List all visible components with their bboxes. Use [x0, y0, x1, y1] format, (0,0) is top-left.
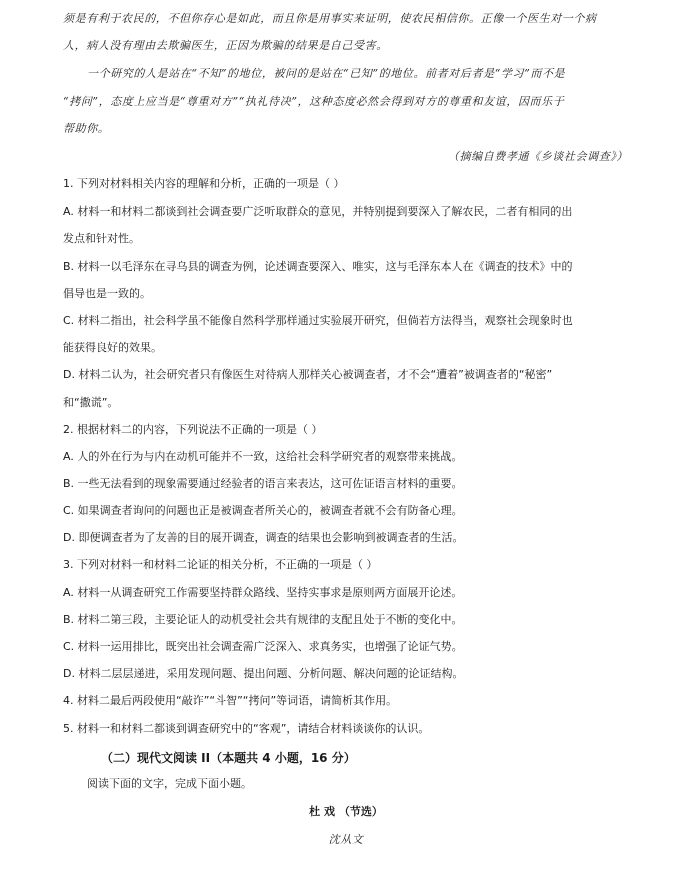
question-3-option-b: B. 材料二第三段，主要论证人的动机受社会共有规律的支配且处于不断的变化中。	[63, 613, 463, 626]
question-1-option-c-line-1: C. 材料二指出，社会科学虽不能像自然科学那样通过实验展开研究，但倘若方法得当，观察社会现象时也	[63, 314, 573, 327]
passage-source: （摘编自费孝通《乡谈社会调查》）	[447, 150, 628, 163]
question-3-option-a: A. 材料一从调查研究工作需要坚持群众路线、坚持实事求是原则两方面展开论述。	[63, 586, 463, 599]
passage-line-4: “拷问”，态度上应当是“尊重对方”“执礼待决”，这种态度必然会得到对方的尊重和友谊，因而乐于	[63, 95, 565, 108]
question-3-stem: 3. 下列对材料一和材料二论证的相关分析，不正确的一项是（ ）	[63, 558, 378, 571]
passage-line-5: 帮助你。	[63, 122, 110, 135]
question-2-option-c: C. 如果调查者询问的问题也正是被调查者所关心的，被调查者就不会有防备心理。	[63, 504, 463, 517]
question-1-option-b-line-1: B. 材料一以毛泽东在寻乌县的调查为例，论述调查要深入、唯实，这与毛泽东本人在《调查的技术》中的	[63, 260, 573, 273]
question-2-stem: 2. 根据材料二的内容，下列说法不正确的一项是（ ）	[63, 423, 323, 436]
question-1-option-d-line-1: D. 材料二认为，社会研究者只有像医生对待病人那样关心被调查者，才不会“遭着”被调查者的“秘密”	[63, 368, 553, 381]
question-2-option-a: A. 人的外在行为与内在动机可能并不一致，这给社会科学研究者的观察带来挑战。	[63, 450, 463, 463]
article-title: 杜 戏 （节选）	[309, 805, 383, 818]
passage-line-1: 须是有利于农民的，不但你存心是如此，而且你是用事实来证明，使农民相信你。正像一个医生对一个病	[63, 12, 597, 25]
section-heading: （二）现代文阅读 II（本题共 4 小题，16 分）	[101, 751, 356, 765]
section-instruction: 阅读下面的文字，完成下面小题。	[87, 777, 252, 790]
question-1-option-a-line-1: A. 材料一和材料二都谈到社会调查要广泛听取群众的意见，并特别提到要深入了解农民，二者有相同的出	[63, 205, 573, 218]
question-3-option-d: D. 材料二层层递进，采用发现问题、提出问题、分析问题、解决问题的论证结构。	[63, 667, 464, 680]
passage-line-3: 一个研究的人是站在“不知”的地位，被问的是站在“已知”的地位。前者对后者是“学习”而不是	[87, 67, 566, 80]
passage-line-2: 人，病人没有理由去欺骗医生，正因为欺骗的结果是自己受害。	[63, 39, 388, 52]
question-1-option-c-line-2: 能获得良好的效果。	[63, 341, 162, 354]
question-1-option-b-line-2: 倡导也是一致的。	[63, 287, 151, 300]
question-1-stem: 1. 下列对材料相关内容的理解和分析，正确的一项是（ ）	[63, 177, 345, 190]
question-2-option-d: D. 即便调查者为了友善的目的展开调查，调查的结果也会影响到被调查者的生活。	[63, 531, 464, 544]
question-1-option-a-line-2: 发点和针对性。	[63, 232, 140, 245]
question-4: 4. 材料二最后两段使用“敲诈”“斗智”“拷问”等词语，请简析其作用。	[63, 694, 398, 707]
question-2-option-b: B. 一些无法看到的现象需要通过经验者的语言来表达，这可佐证语言材料的重要。	[63, 477, 463, 490]
question-1-option-d-line-2: 和“撒谎”。	[63, 396, 119, 409]
article-author: 沈从文	[328, 833, 364, 846]
question-5: 5. 材料一和材料二都谈到调查研究中的“客观”，请结合材料谈谈你的认识。	[63, 722, 430, 735]
question-3-option-c: C. 材料一运用排比，既突出社会调查需广泛深入、求真务实，也增强了论证气势。	[63, 640, 463, 653]
